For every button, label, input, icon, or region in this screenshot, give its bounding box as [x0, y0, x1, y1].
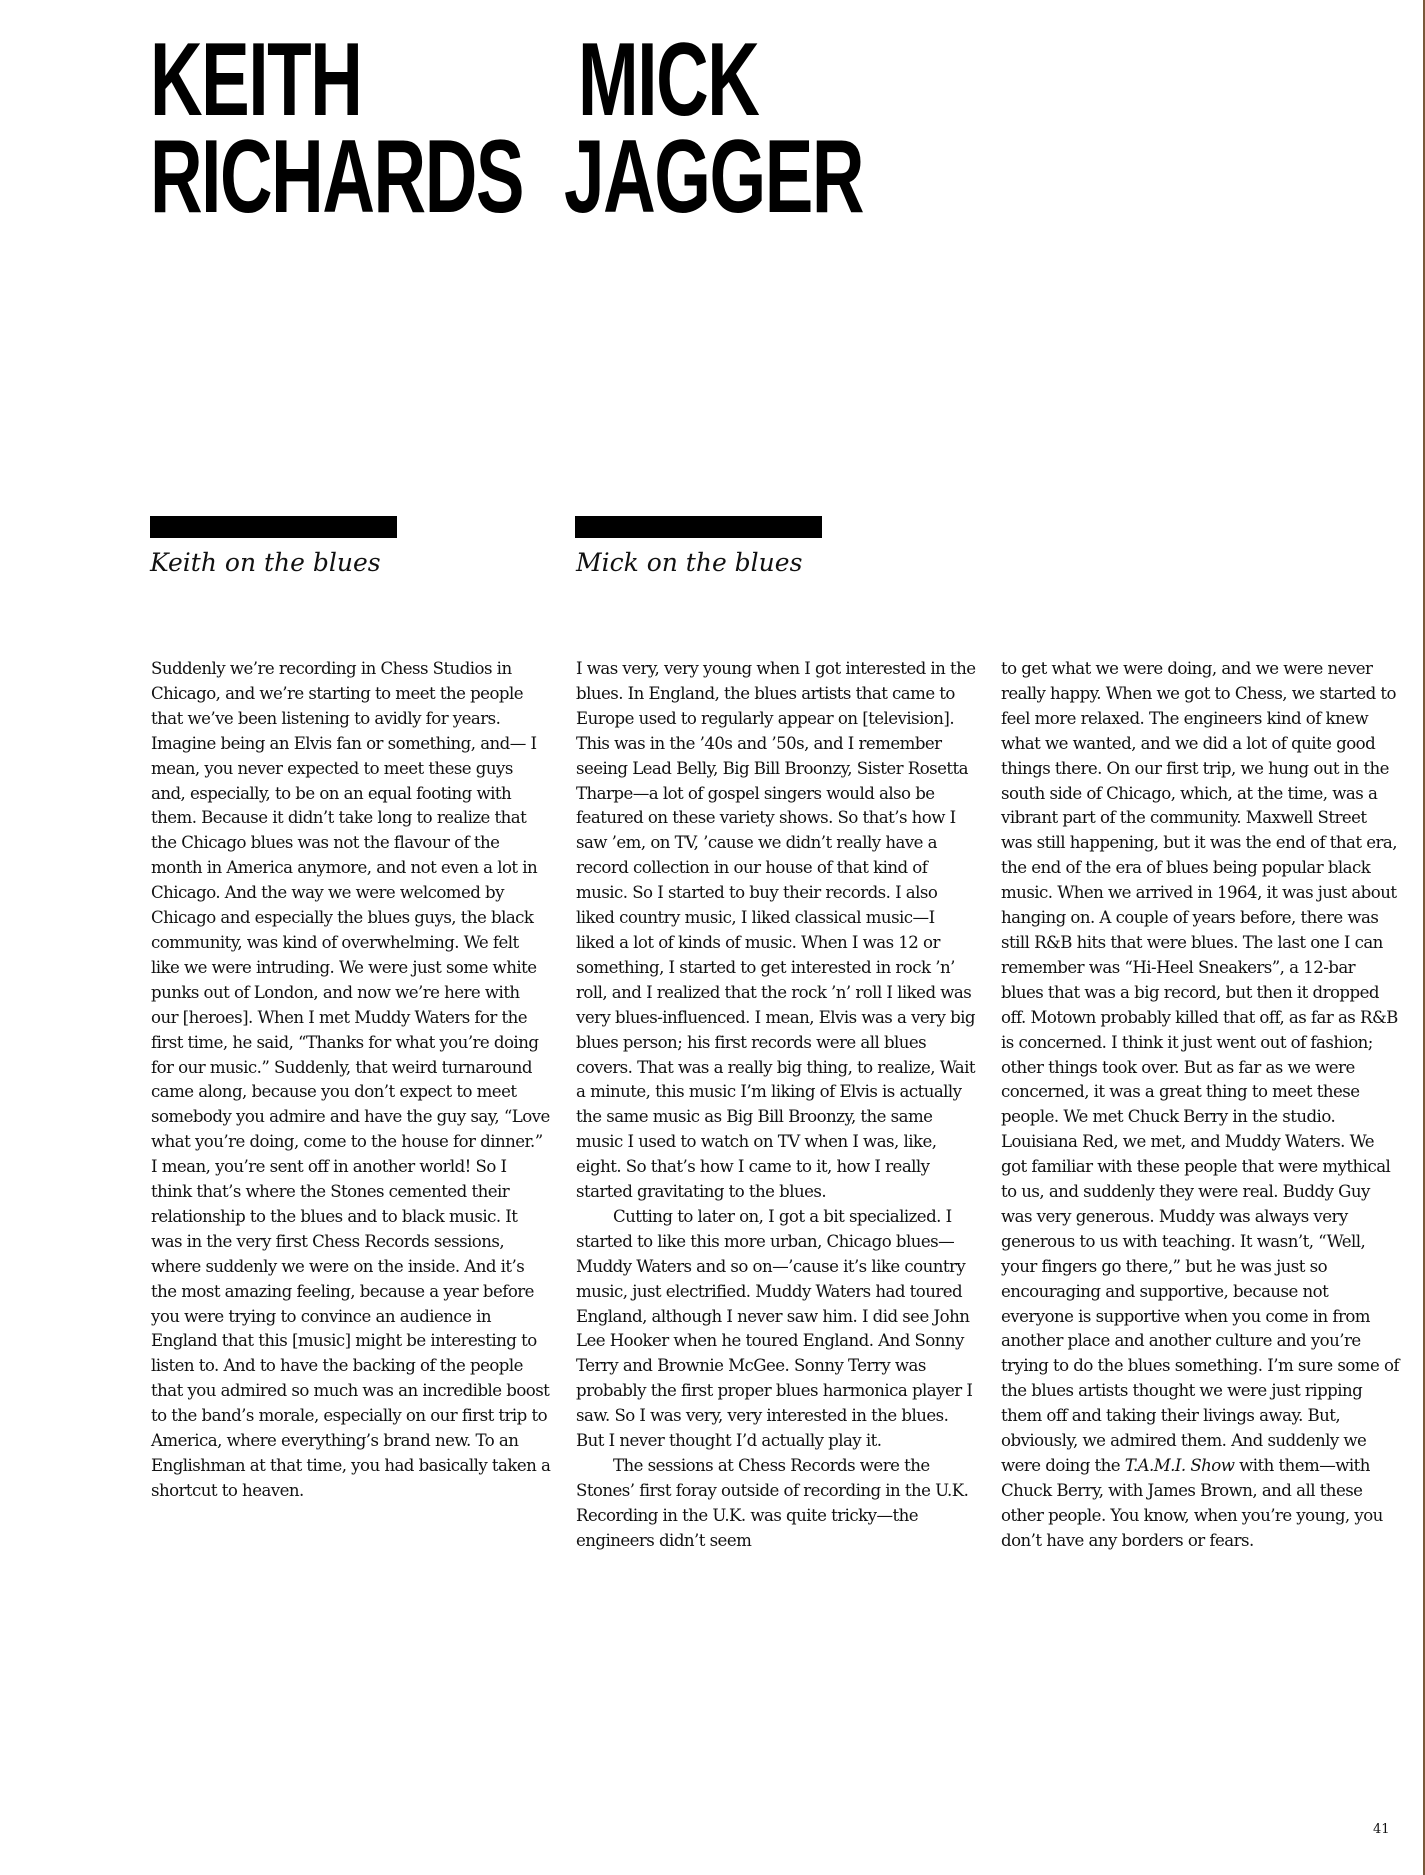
heading-mick-jagger	[564, 22, 864, 235]
keith-quote-paragraph: Suddenly we’re recording in Chess Studios in Chicago, and we’re starting to meet the people that we’ve been listening to avidly for years. Imagine being an Elvis fan or something, and— I mean, you never expected to meet these guys and, especially, to be on an equal footing with them. Because it didn’t take long to realize that the Chicago blues was not the flavour of the month in America anymore, and not even a lot in Chicago. And the way we were welcomed by Chicago and especially the blues guys, the black community, was kind of overwhelming. We felt like we were intruding. We were just some white punks out of London, and now we’re here with our [heroes]. When I met Muddy Waters for the first time, he said, “Thanks for what you’re doing for our music.” Suddenly, that weird turnaround came along, because you don’t expect to meet somebody you admire and have the guy say, “Love what you’re doing, come to the house for dinner.” I mean, you’re sent off in another world! So I think that’s where the Stones cemented their relationship to the blues and to black music. It was in the very first Chess Records sessions, where suddenly we were on the inside. And it’s the most amazing feeling, because a year before you were trying to convince an audience in England that this [music] might be interesting to listen to. And to have the backing of the people that you admired so much was an incredible boost to the band’s morale, especially on our first trip to America, where everything’s brand new. To an Englishman at that time, you had basically taken a shortcut to heaven.	[151, 659, 551, 1500]
heading-mick-line-2: JAGGER	[564, 118, 864, 235]
mick-quote-paragraph-2: Cutting to later on, I got a bit specialized. I started to like this more urban, Chicago blues—Muddy Waters and so on—’cause it’s like country music, just electrified. Muddy Waters had toured England, although I never saw him. I did see John Lee Hooker when he toured England. And Sonny Terry and Brownie McGee. Sonny Terry was probably the first proper blues harmonica player I saw. So I was very, very interested in the blues. But I never thought I’d actually play it.	[576, 1206, 973, 1451]
mick-quote-column-2	[1001, 657, 1401, 1554]
mick-quote-paragraph-3: The sessions at Chess Records were the Stones’ first foray outside of recording in the U.K. Recording in the U.K. was quite tricky—the engineers didn’t seem	[576, 1456, 969, 1550]
heading-keith-richards	[150, 22, 524, 235]
heading-keith-line-1: KEITH	[150, 22, 362, 138]
heading-mick-line-1: MICK	[578, 22, 759, 138]
mick-continued-text: to get what we were doing, and we were never really happy. When we got to Chess, we started to feel more relaxed. The engineers kind of knew what we wanted, and we did a lot of quite good things there. On our first trip, we hung out in the south side of Chicago, which, at the time, was a vibrant part of the community. Maxwell Street was still happening, but it was the end of that era, the end of the era of blues being popular black music. When we arrived in 1964, it was just about hanging on. A couple of years before, there was still R&B hits that were blues. The last one I can remember was “Hi-Heel Sneakers”, a 12-bar blues that was a big record, but then it dropped off. Motown probably killed that off, as far as R&B is concerned. I think it just went out of fashion; other things took over. But as far as we were concerned, it was a great thing to meet these people. We met Chuck Berry in the studio. Louisiana Red, we met, and Muddy Waters. We got familiar with these people that were mythical to us, and suddenly they were real. Buddy Guy was very generous. Muddy was always very generous to us with teaching. It wasn’t, “Well, your fingers go there,” but he was just so encouraging and supportive, because not everyone is supportive when you come in from another place and another culture and you’re trying to do the blues something. I’m sure some of the blues artists thought we were just ripping them off and taking their livings away. But, obviously, we admired them. And suddenly we were doing the	[1001, 659, 1399, 1475]
mick-continued-text-end: with them—with Chuck Berry, with James Brown, and all these other people. You know, when you’re young, you don’t have any borders or fears.	[1001, 1456, 1383, 1550]
keith-quote-column	[151, 657, 551, 1504]
heading-keith-line-2: RICHARDS	[150, 118, 524, 235]
subhead-keith: Keith on the blues	[150, 548, 381, 577]
subhead-mick: Mick on the blues	[576, 548, 803, 577]
mick-quote-paragraph-continued	[1001, 657, 1401, 1554]
tami-show-title: T.A.M.I. Show	[1124, 1456, 1235, 1475]
mick-quote-paragraph-1: I was very, very young when I got interested in the blues. In England, the blues artists that came to Europe used to regularly appear on [television]. This was in the ’40s and ’50s, and I remember seeing Lead Belly, Big Bill Broonzy, Sister Rosetta Tharpe—a lot of gospel singers would also be featured on these variety shows. So that’s how I saw ’em, on TV, ’cause we didn’t really have a record collection in our house of that kind of music. So I started to buy their records. I also liked country music, I liked classical music—I liked a lot of kinds of music. When I was 12 or something, I started to get interested in rock ’n’ roll, and I realized that the rock ’n’ roll I liked was very blues-influenced. I mean, Elvis was a very big blues person; his first records were all blues covers. That was a really big thing, to realize, Wait a minute, this music I’m liking of Elvis is actually the same music as Big Bill Broonzy, the same music I used to watch on TV when I was, like, eight. So that’s how I came to it, how I really started gravitating to the blues.	[576, 659, 976, 1202]
mick-quote-column-1	[576, 657, 976, 1554]
keith-section-bar	[150, 516, 397, 538]
page-number: 41	[1373, 1822, 1390, 1837]
mick-section-bar	[575, 516, 822, 538]
